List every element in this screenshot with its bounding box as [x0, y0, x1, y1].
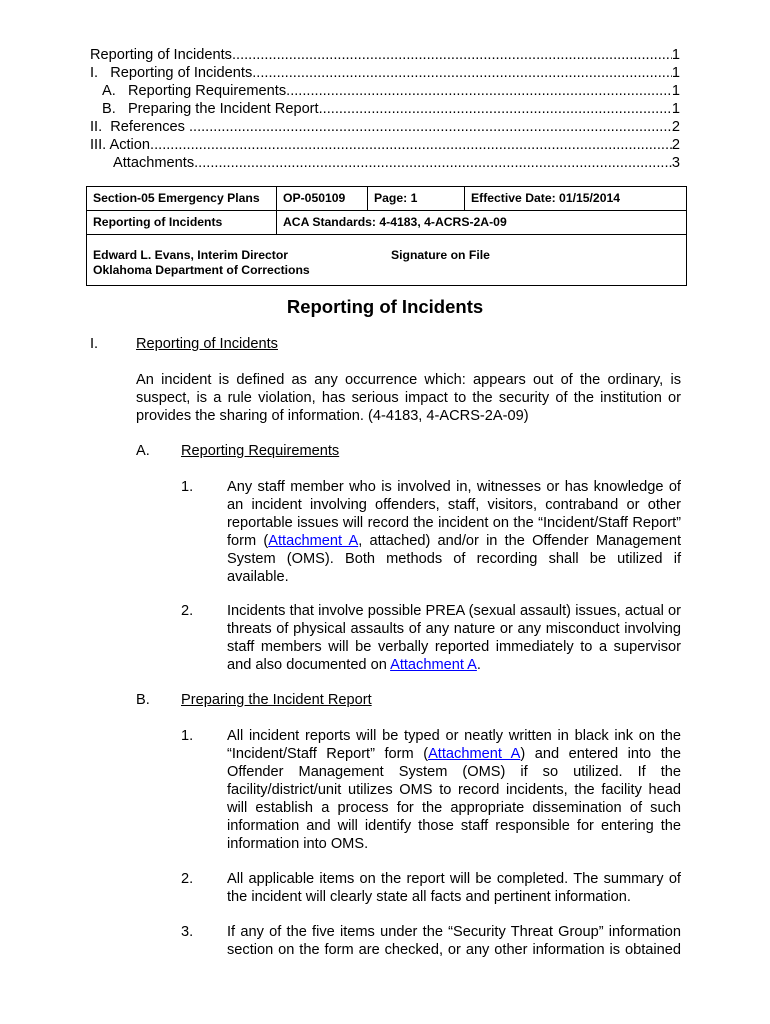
list-item: All incident reports will be typed or neatly written in black ink on the “Incident/Staff Report” form (Attachment A) and entered into the Offender Management System (OMS) if so utilized. If the facility/district/unit utilizes OMS to record incidents, the facility head will establish a process for the appropriate dissemination of such information and will identify those staff responsible for entering the information into OMS. [227, 728, 681, 852]
effective-date-cell: Effective Date: 01/15/2014 [465, 187, 687, 211]
item-number: 3. [181, 924, 194, 940]
list-item: Any staff member who is involved in, witnesses or has knowledge of an incident involving offenders, staff, visitors, contraband or other reportable issues will record the incident on the “Incident/Staff Report” form (Attachment A, attached) and/or in the Offender Management System (OMS). Both methods of recording shall be utilized if available. [227, 479, 681, 585]
toc-entry[interactable]: B. Preparing the Incident Report ..... 1 [90, 100, 680, 118]
toc-entry[interactable]: I. Reporting of Incidents ..... 1 [90, 64, 680, 82]
section-i-text: An incident is defined as any occurrence which: appears out of the ordinary, is suspect, is a rule violation, has serious impact to the security of the institution or provides the sharing of information. (4-4183, 4-ACRS-2A-09) [136, 372, 681, 424]
section-a-number: A. [136, 443, 150, 459]
section-a-heading: Reporting Requirements [181, 443, 340, 459]
section-b-heading: Preparing the Incident Report [181, 692, 372, 708]
aca-standards-cell: ACA Standards: 4-4183, 4-ACRS-2A-09 [277, 211, 687, 235]
section-i-heading: Reporting of Incidents [136, 336, 278, 352]
item-number: 1. [181, 728, 194, 744]
toc-entry[interactable]: II. References ..... 2 [90, 118, 680, 136]
list-item: Incidents that involve possible PREA (sexual assault) issues, actual or threats of physical assaults of any nature or any misconduct involving staff members will be verbally reported immediately to a supervisor and also documented on Attachment A. [227, 603, 681, 673]
toc-entry[interactable]: Reporting of Incidents ..... 1 [90, 46, 680, 64]
policy-header-table [86, 186, 687, 286]
item-number: 2. [181, 871, 194, 887]
attachment-a-link[interactable]: Attachment A [268, 533, 359, 549]
approval-cell [87, 235, 687, 286]
toc-entry[interactable]: A. Reporting Requirements ..... 1 [90, 82, 680, 100]
department-name: Oklahoma Department of Corrections [93, 263, 310, 277]
subject-cell: Reporting of Incidents [87, 211, 277, 235]
toc-entry[interactable]: III. Action ..... 2 [90, 136, 680, 154]
signature-status: Signature on File [391, 248, 490, 262]
page-cell: Page: 1 [368, 187, 465, 211]
item-number: 1. [181, 479, 194, 495]
toc-entry[interactable]: Attachments ..... 3 [90, 154, 680, 172]
list-item: If any of the five items under the “Security Threat Group” information section on the form are checked, or any other information is obtained [227, 924, 681, 958]
page-title: Reporting of Incidents [286, 296, 484, 317]
director-name: Edward L. Evans, Interim Director [93, 248, 289, 262]
list-item: All applicable items on the report will be completed. The summary of the incident will clearly state all facts and pertinent information. [227, 871, 681, 905]
section-cell: Section-05 Emergency Plans [87, 187, 277, 211]
op-number-cell: OP-050109 [277, 187, 368, 211]
table-of-contents [90, 46, 680, 172]
section-i-number: I. [90, 336, 99, 352]
attachment-a-link[interactable]: Attachment A [428, 746, 521, 762]
section-b-number: B. [136, 692, 150, 708]
attachment-a-link[interactable]: Attachment A [390, 657, 477, 673]
item-number: 2. [181, 603, 194, 619]
